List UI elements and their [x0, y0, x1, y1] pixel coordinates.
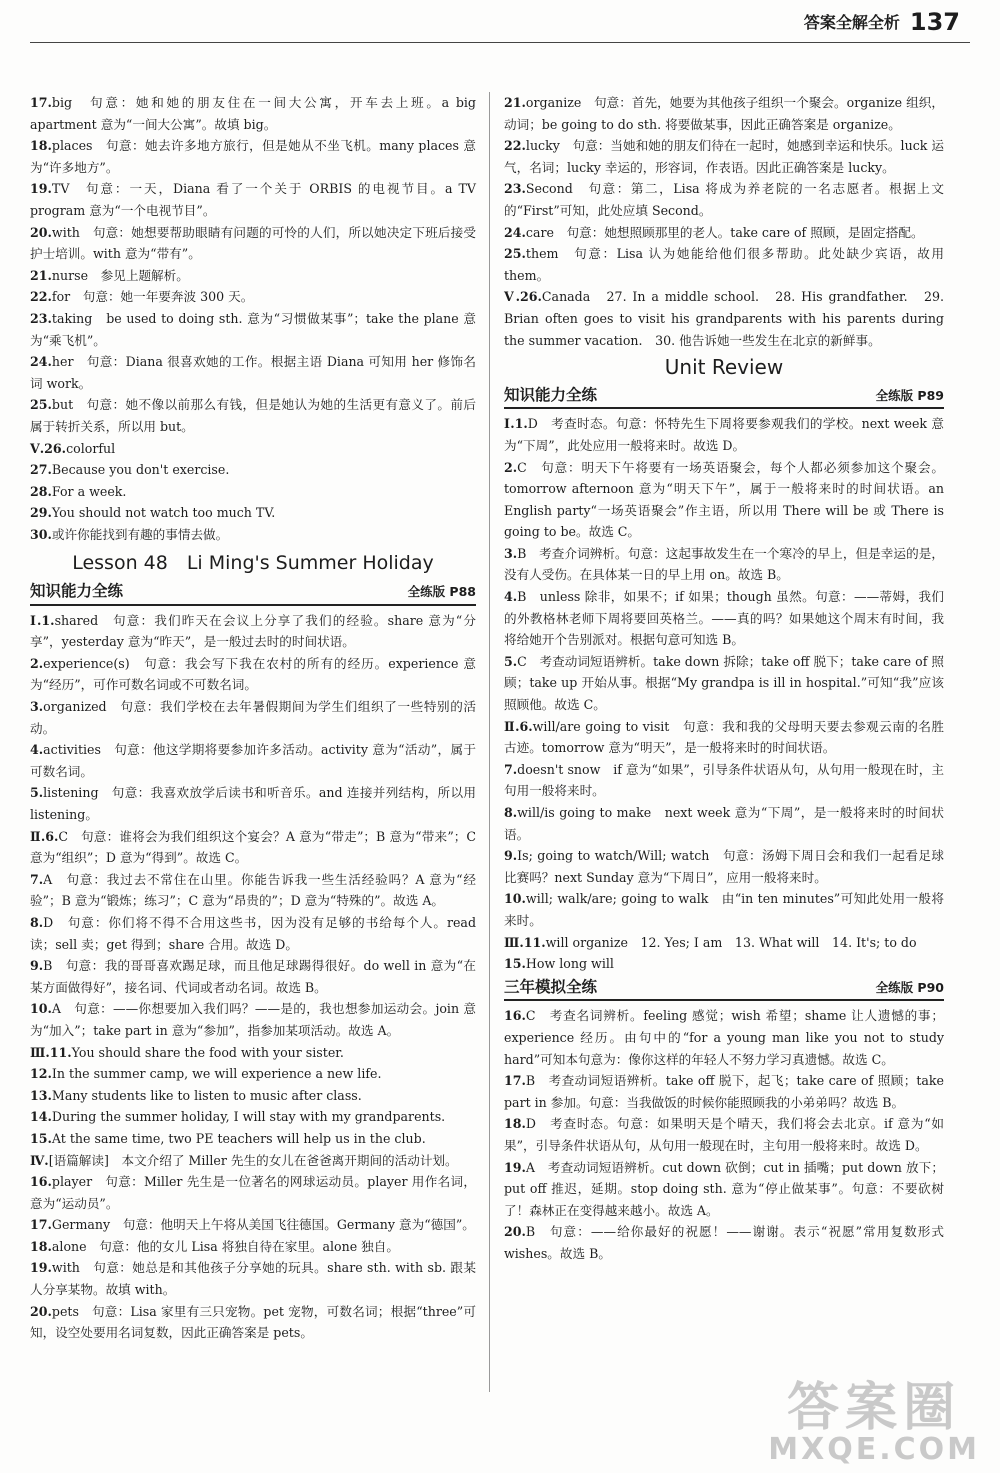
answer-number: 18. — [504, 1116, 526, 1132]
answer-text: nurse 参见上题解析。 — [51, 267, 189, 283]
answer-text: activities 句意：他这学期将要参加许多活动。activity 意为“活动”，属于可数名词。 — [30, 742, 476, 779]
answer-text: TV 句意：一天，Diana 看了一个关于 ORBIS 的电视节目。a TV program 意为“一个电视节目”。 — [30, 181, 476, 218]
answer-number: 21. — [504, 95, 526, 110]
answer-number: 3. — [504, 545, 518, 561]
answer-text: Canada 27. In a middle school. 28. His grandfather. 29. Brian often goes to visit his grandparents with his parents during the summer vacation. 30. 他告诉她一些发生在北京的新鲜事。 — [504, 289, 944, 348]
answer-item — [30, 1042, 476, 1064]
answer-number: 10. — [504, 891, 526, 907]
answer-number: 19. — [30, 1260, 52, 1276]
watermark — [768, 1378, 980, 1467]
answer-number: 10. — [30, 1001, 52, 1017]
answer-text: 或许你能找到有趣的事情去做。 — [51, 526, 229, 542]
answer-text: will/is going to make next week 意为“下周”，是一般将来时的时间状语。 — [504, 805, 944, 842]
answer-text: D 句意：你们将不得不合用这些书，因为没有足够的书给每个人。read 读；sell 卖；get 得到；share 合用。故选 D。 — [30, 914, 476, 952]
answer-item — [30, 459, 476, 481]
answer-list — [30, 610, 476, 1344]
answer-number: 8. — [30, 914, 44, 930]
answer-number: 20. — [30, 1303, 52, 1319]
answer-item — [30, 782, 476, 825]
answer-item — [30, 178, 476, 221]
answer-number: 4. — [504, 589, 518, 605]
answer-number: 2. — [504, 459, 518, 475]
answer-text: C 句意：谁将会为我们组织这个宴会？A 意为“带走”；B 意为“带来”；C 意为“组织”；D 意为“得到”。故选 C。 — [30, 828, 476, 866]
answer-item — [504, 1157, 944, 1222]
answer-item — [30, 502, 476, 524]
answer-text: big 句意：她和她的朋友住在一间大公寓，开车去上班。a big apartment 意为“一间大公寓”。故填 big。 — [30, 95, 476, 132]
answer-number: 19. — [504, 1159, 526, 1175]
answer-item — [504, 243, 944, 286]
answer-number: 8. — [504, 805, 518, 820]
answer-number: 27. — [30, 462, 52, 478]
answer-text: A 句意：——你想要加入我们吗？——是的，我也想参加运动会。join 意为“加入”；take part in 意为“参加”，指参加某项活动。故选 A。 — [30, 1001, 476, 1038]
answer-number: 20. — [504, 1224, 526, 1240]
answer-number: 19. — [30, 181, 52, 197]
answer-item — [30, 1257, 476, 1300]
answer-number: 4. — [30, 742, 44, 758]
answer-item — [30, 610, 476, 653]
answer-text: taking be used to doing sth. 意为“习惯做某事”；take the plane 意为“乘飞机”。 — [30, 310, 476, 348]
answer-number: 21. — [30, 267, 52, 283]
answer-text: will/are going to visit 句意：我和我的父母明天要去参观云南的名胜古迹。tomorrow 意为“明天”，是一般将来时的时间状语。 — [504, 718, 944, 756]
answer-number: Ⅰ.1. — [504, 416, 528, 432]
section-header — [504, 977, 944, 1002]
answer-item — [504, 953, 944, 975]
answer-text: listening 句意：我喜欢放学后读书和听音乐。and 连接并列结构，所以用 listening。 — [30, 785, 476, 822]
lesson-title: Lesson 48 Li Ming's Summer Holiday — [72, 552, 434, 575]
answer-number: 22. — [30, 289, 52, 305]
answer-number: 9. — [504, 848, 518, 864]
answer-number: 25. — [504, 246, 526, 262]
answer-item — [504, 1005, 944, 1070]
answer-item — [30, 481, 476, 503]
answer-number: Ⅱ.6. — [30, 828, 59, 844]
page-number: 137 — [909, 8, 960, 36]
answer-list — [30, 92, 476, 545]
answer-item — [30, 653, 476, 696]
answer-text: C 句意：明天下午将要有一场英语聚会，每个人都必须参加这个聚会。tomorrow afternoon 意为“明天下午”，属于一般将来时的时间状语。an English party“一场英语聚会”作主语，所以用 There will be 或 There is going to be。故选 C。 — [504, 459, 944, 540]
answer-number: Ⅴ.26. — [30, 440, 67, 456]
answer-number: 16. — [30, 1174, 52, 1190]
section-title: 知识能力全练 — [504, 385, 598, 404]
answer-number: Ⅱ.6. — [504, 718, 533, 734]
answer-item — [30, 998, 476, 1041]
answer-text: A 考查动词短语辨析。cut down 砍倒；cut in 插嘴；put down 放下；put off 推迟，延期。stop doing sth. 意为“停止做某事”。句意：不要砍树了！森林正在变得越来越小。故选 A。 — [504, 1159, 944, 1218]
header-divider — [30, 42, 970, 43]
answer-item — [30, 1301, 476, 1344]
answer-item — [30, 1236, 476, 1258]
answer-number: 16. — [504, 1008, 526, 1024]
answer-text: Many students like to listen to music after class. — [51, 1087, 362, 1103]
watermark-domain: MXQE.COM — [768, 1432, 980, 1467]
answer-text: C 考查动词短语辨析。take down 拆除；take off 脱下；take care of 照顾；take up 开始从事。根据“My grandpa is ill in hospital.”可知“我”应该照顾他。故选 C。 — [504, 653, 944, 713]
answer-item — [504, 178, 944, 221]
answer-number: 14. — [30, 1109, 52, 1125]
answer-item — [504, 845, 944, 888]
answer-number: 9. — [30, 958, 44, 974]
answer-text: B 句意：我的哥哥喜欢踢足球，而且他足球踢得很好。do well in 意为“在某方面做得好”，接名词、代词或者动名词。故选 B。 — [30, 958, 476, 995]
answer-item — [30, 1085, 476, 1107]
answer-item — [30, 265, 476, 287]
answer-text: During the summer holiday, I will stay with my grandparents. — [51, 1109, 446, 1125]
answer-number: 3. — [30, 699, 44, 715]
answer-list — [504, 92, 944, 351]
answer-text: her 句意：Diana 很喜欢她的工作。根据主语 Diana 可知用 her 修饰名词 work。 — [30, 354, 476, 391]
answer-text: colorful — [66, 440, 116, 456]
answer-list — [504, 413, 944, 974]
answer-number: 24. — [504, 224, 526, 240]
answer-text: for 句意：她一年要奔波 300 天。 — [51, 289, 254, 305]
answer-text: You should share the food with your sister. — [71, 1044, 344, 1060]
answer-item — [30, 1150, 476, 1172]
answer-item — [30, 135, 476, 178]
answer-text: with 句意：她总是和其他孩子分享她的玩具。share sth. with sb. 跟某人分享某物。故填 with。 — [30, 1260, 476, 1298]
answer-number: Ⅲ.11. — [504, 934, 546, 950]
answer-text: Germany 句意：他明天上午将从美国飞往德国。Germany 意为“德国”。 — [51, 1217, 475, 1233]
answer-item — [30, 394, 476, 437]
answer-number: 17. — [504, 1073, 526, 1089]
answer-number: 29. — [30, 505, 52, 521]
answer-item — [30, 955, 476, 998]
answer-item — [30, 1214, 476, 1236]
answer-item — [504, 413, 944, 456]
answer-item — [504, 1221, 944, 1264]
answer-item — [504, 1113, 944, 1156]
answer-text: organized 句意：我们学校在去年暑假期间为学生们组织了一些特别的活动。 — [30, 699, 476, 736]
answer-text: In the summer camp, we will experience a new life. — [51, 1066, 382, 1082]
answer-number: 5. — [504, 653, 518, 669]
answer-item — [504, 888, 944, 931]
answer-text: organize 句意：首先，她要为其他孩子组织一个聚会。organize 组织，动词；be going to do sth. 将要做某事，因此正确答案是 organize。 — [504, 95, 944, 132]
section-title: 三年模拟全练 — [504, 977, 598, 996]
section-title: 知识能力全练 — [30, 582, 124, 601]
answer-item — [504, 759, 944, 802]
answer-text: Second 句意：第二，Lisa 将成为养老院的一名志愿者。根据上文的“First”可知，此处应填 Second。 — [504, 181, 944, 218]
answer-number: 12. — [30, 1066, 52, 1082]
answer-text: D 考查时态。句意：如果明天是个晴天，我们将会去北京。if 意为“如果”，引导条件状语从句，从句用一般现在时，主句用一般将来时。故选 D。 — [504, 1116, 944, 1153]
answer-number: 7. — [30, 871, 44, 887]
answer-number: 23. — [30, 310, 52, 326]
answer-text: alone 句意：他的女儿 Lisa 将独自待在家里。alone 独自。 — [51, 1238, 399, 1254]
answer-text: places 句意：她去许多地方旅行，但是她从不坐飞机。many places 意为“许多地方”。 — [30, 138, 476, 175]
answer-text: lucky 句意：当她和她的朋友们待在一起时，她感到幸运和快乐。luck 运气，名词；lucky 幸运的，形容词，作表语。因此正确答案是 lucky。 — [504, 138, 944, 175]
answer-number: 17. — [30, 95, 52, 110]
unit-title: Unit Review — [664, 355, 784, 380]
answer-text: A 句意：我过去不常住在山里。你能告诉我一些生活经验吗？A 意为“经验”；B 意为“锻炼；练习”；C 意为“昂贵的”；D 意为“特殊的”。故选 A。 — [30, 871, 476, 909]
answer-item — [30, 351, 476, 394]
answer-text: player 句意：Miller 先生是一位著名的网球运动员。player 用作名词，意为“运动员”。 — [30, 1174, 476, 1211]
answer-text: will organize 12. Yes; I am 13. What will 14. It's; to do — [545, 934, 917, 950]
answer-text: care 句意：她想照顾那里的老人。take care of 照顾，是固定搭配。 — [525, 224, 924, 240]
answer-text: At the same time, two PE teachers will help us in the club. — [51, 1130, 426, 1146]
answer-item — [30, 1171, 476, 1214]
answer-text: Is; going to watch/Will; watch 句意：汤姆下周日会和我们一起看足球比赛吗？next Sunday 意为“下周日”，应用一般将来时。 — [504, 848, 944, 885]
answer-item — [504, 1070, 944, 1113]
answer-item — [504, 586, 944, 651]
answer-number: 18. — [30, 1238, 52, 1254]
section-header — [30, 581, 476, 606]
answer-item — [504, 286, 944, 351]
answer-item — [504, 651, 944, 716]
answer-item — [30, 524, 476, 546]
answer-item — [30, 222, 476, 265]
answer-number: 7. — [504, 761, 518, 777]
answer-text: B 考查动词短语辨析。take off 脱下，起飞；take care of 照顾；take part in 参加。句意：当我做饭的时候你能照顾我的小弟弟吗？故选 B。 — [504, 1073, 944, 1110]
answer-number: Ⅴ.26. — [504, 289, 542, 305]
answer-number: 2. — [30, 655, 44, 671]
answer-text: Because you don't exercise. — [51, 462, 230, 478]
answer-text: with 句意：她想要帮助眼睛有问题的可怜的人们，所以她决定下班后接受护士培训。with 意为“带有”。 — [30, 224, 476, 262]
answer-item — [504, 543, 944, 586]
answer-number: 23. — [504, 181, 526, 197]
answer-text: B 考查介词辨析。句意：这起事故发生在一个寒冷的早上，但是幸运的是，没有人受伤。在具体某一日的早上用 on。故选 B。 — [504, 545, 944, 583]
answer-number: Ⅳ. — [30, 1152, 49, 1168]
answer-item — [30, 739, 476, 782]
watermark-logo: 答案圈 — [787, 1378, 962, 1438]
answer-text: experience(s) 句意：我会写下我在农村的所有的经历。experience 意为“经历”，可作可数名词或不可数名词。 — [30, 655, 476, 693]
answer-text: shared 句意：我们昨天在会议上分享了我们的经验。share 意为“分享”，yesterday 意为“昨天”，是一般过去时的时间状语。 — [30, 612, 476, 650]
answer-number: 15. — [30, 1130, 52, 1146]
answer-item — [504, 135, 944, 178]
answer-text: pets 句意：Lisa 家里有三只宠物。pet 宠物，可数名词；根据“three”可知，设空处要用名词复数，因此正确答案是 pets。 — [30, 1303, 476, 1341]
answer-item — [30, 696, 476, 739]
answer-text: You should not watch too much TV. — [51, 505, 276, 521]
answer-item — [30, 912, 476, 955]
answer-item — [30, 438, 476, 460]
answer-item — [504, 457, 944, 543]
answer-number: 28. — [30, 483, 52, 499]
answer-item — [504, 92, 944, 135]
answer-number: Ⅰ.1. — [30, 612, 55, 628]
answer-text: B 句意：——给你最好的祝愿！——谢谢。表示“祝愿”常用复数形式 wishes。故选 B。 — [504, 1224, 944, 1261]
answer-number: 13. — [30, 1087, 52, 1103]
section-header — [504, 385, 944, 410]
answer-text: C 考查名词辨析。feeling 感觉；wish 希望；shame 让人遗憾的事；experience 经历。由句中的“for a young man like you not to study hard”可知本句意为：像你这样的年轻人不努力学习真遗憾。故选 C。 — [504, 1008, 944, 1067]
answer-number: 17. — [30, 1217, 52, 1233]
right-column — [504, 92, 944, 1264]
header-label: 答案全解全析 — [803, 13, 900, 32]
answer-item — [30, 869, 476, 912]
answer-item — [30, 1063, 476, 1085]
answer-item — [504, 222, 944, 244]
answer-item — [30, 1128, 476, 1150]
page-header — [803, 8, 960, 36]
answer-number: Ⅲ.11. — [30, 1044, 72, 1060]
section-page-ref: 全练版 P89 — [875, 387, 944, 403]
answer-number: 25. — [30, 397, 52, 413]
answer-number: 24. — [30, 354, 52, 370]
answer-text: How long will — [525, 956, 614, 972]
column-divider — [489, 92, 490, 1392]
answer-item — [504, 932, 944, 954]
answer-item — [30, 1106, 476, 1128]
answer-number: 22. — [504, 138, 526, 154]
answer-item — [30, 286, 476, 308]
answer-text: D 考查时态。句意：怀特先生下周将要参观我们的学校。next week 意为“下周”，此处应用一般将来时。故选 D。 — [504, 416, 944, 453]
answer-item — [30, 308, 476, 351]
answer-number: 30. — [30, 526, 52, 542]
answer-text: For a week. — [51, 483, 127, 499]
answer-number: 18. — [30, 138, 52, 154]
answer-text: will; walk/are; going to walk 由“in ten minutes”可知此处用一般将来时。 — [504, 891, 944, 928]
answer-text: them 句意：Lisa 认为她能给他们很多帮助。此处缺少宾语，故用 them。 — [504, 246, 944, 283]
answer-item — [30, 826, 476, 869]
answer-text: doesn't snow if 意为“如果”，引导条件状语从句，从句用一般现在时，主句用一般将来时。 — [504, 761, 944, 799]
answer-list — [504, 1005, 944, 1264]
answer-number: 20. — [30, 224, 52, 240]
answer-number: 15. — [504, 956, 526, 972]
answer-item — [30, 92, 476, 135]
answer-item — [504, 716, 944, 759]
answer-number: 5. — [30, 785, 44, 801]
answer-text: B unless 除非，如果不；if 如果；though 虽然。句意：——蒂姆，我们的外教格林老师下周将要回英格兰。——真的吗？如果她这个周末有时间，我将给她开个告别派对。根据句意可知选 B。 — [504, 589, 944, 648]
answer-text: but 句意：她不像以前那么有钱，但是她认为她的生活更有意义了。前后属于转折关系，所以用 but。 — [30, 397, 476, 434]
answer-item — [504, 802, 944, 845]
answer-text: [语篇解读] 本文介绍了 Miller 先生的女儿在爸爸离开期间的活动计划。 — [48, 1152, 458, 1168]
section-page-ref: 全练版 P88 — [407, 584, 476, 600]
left-column — [30, 92, 476, 1344]
section-page-ref: 全练版 P90 — [875, 979, 944, 995]
